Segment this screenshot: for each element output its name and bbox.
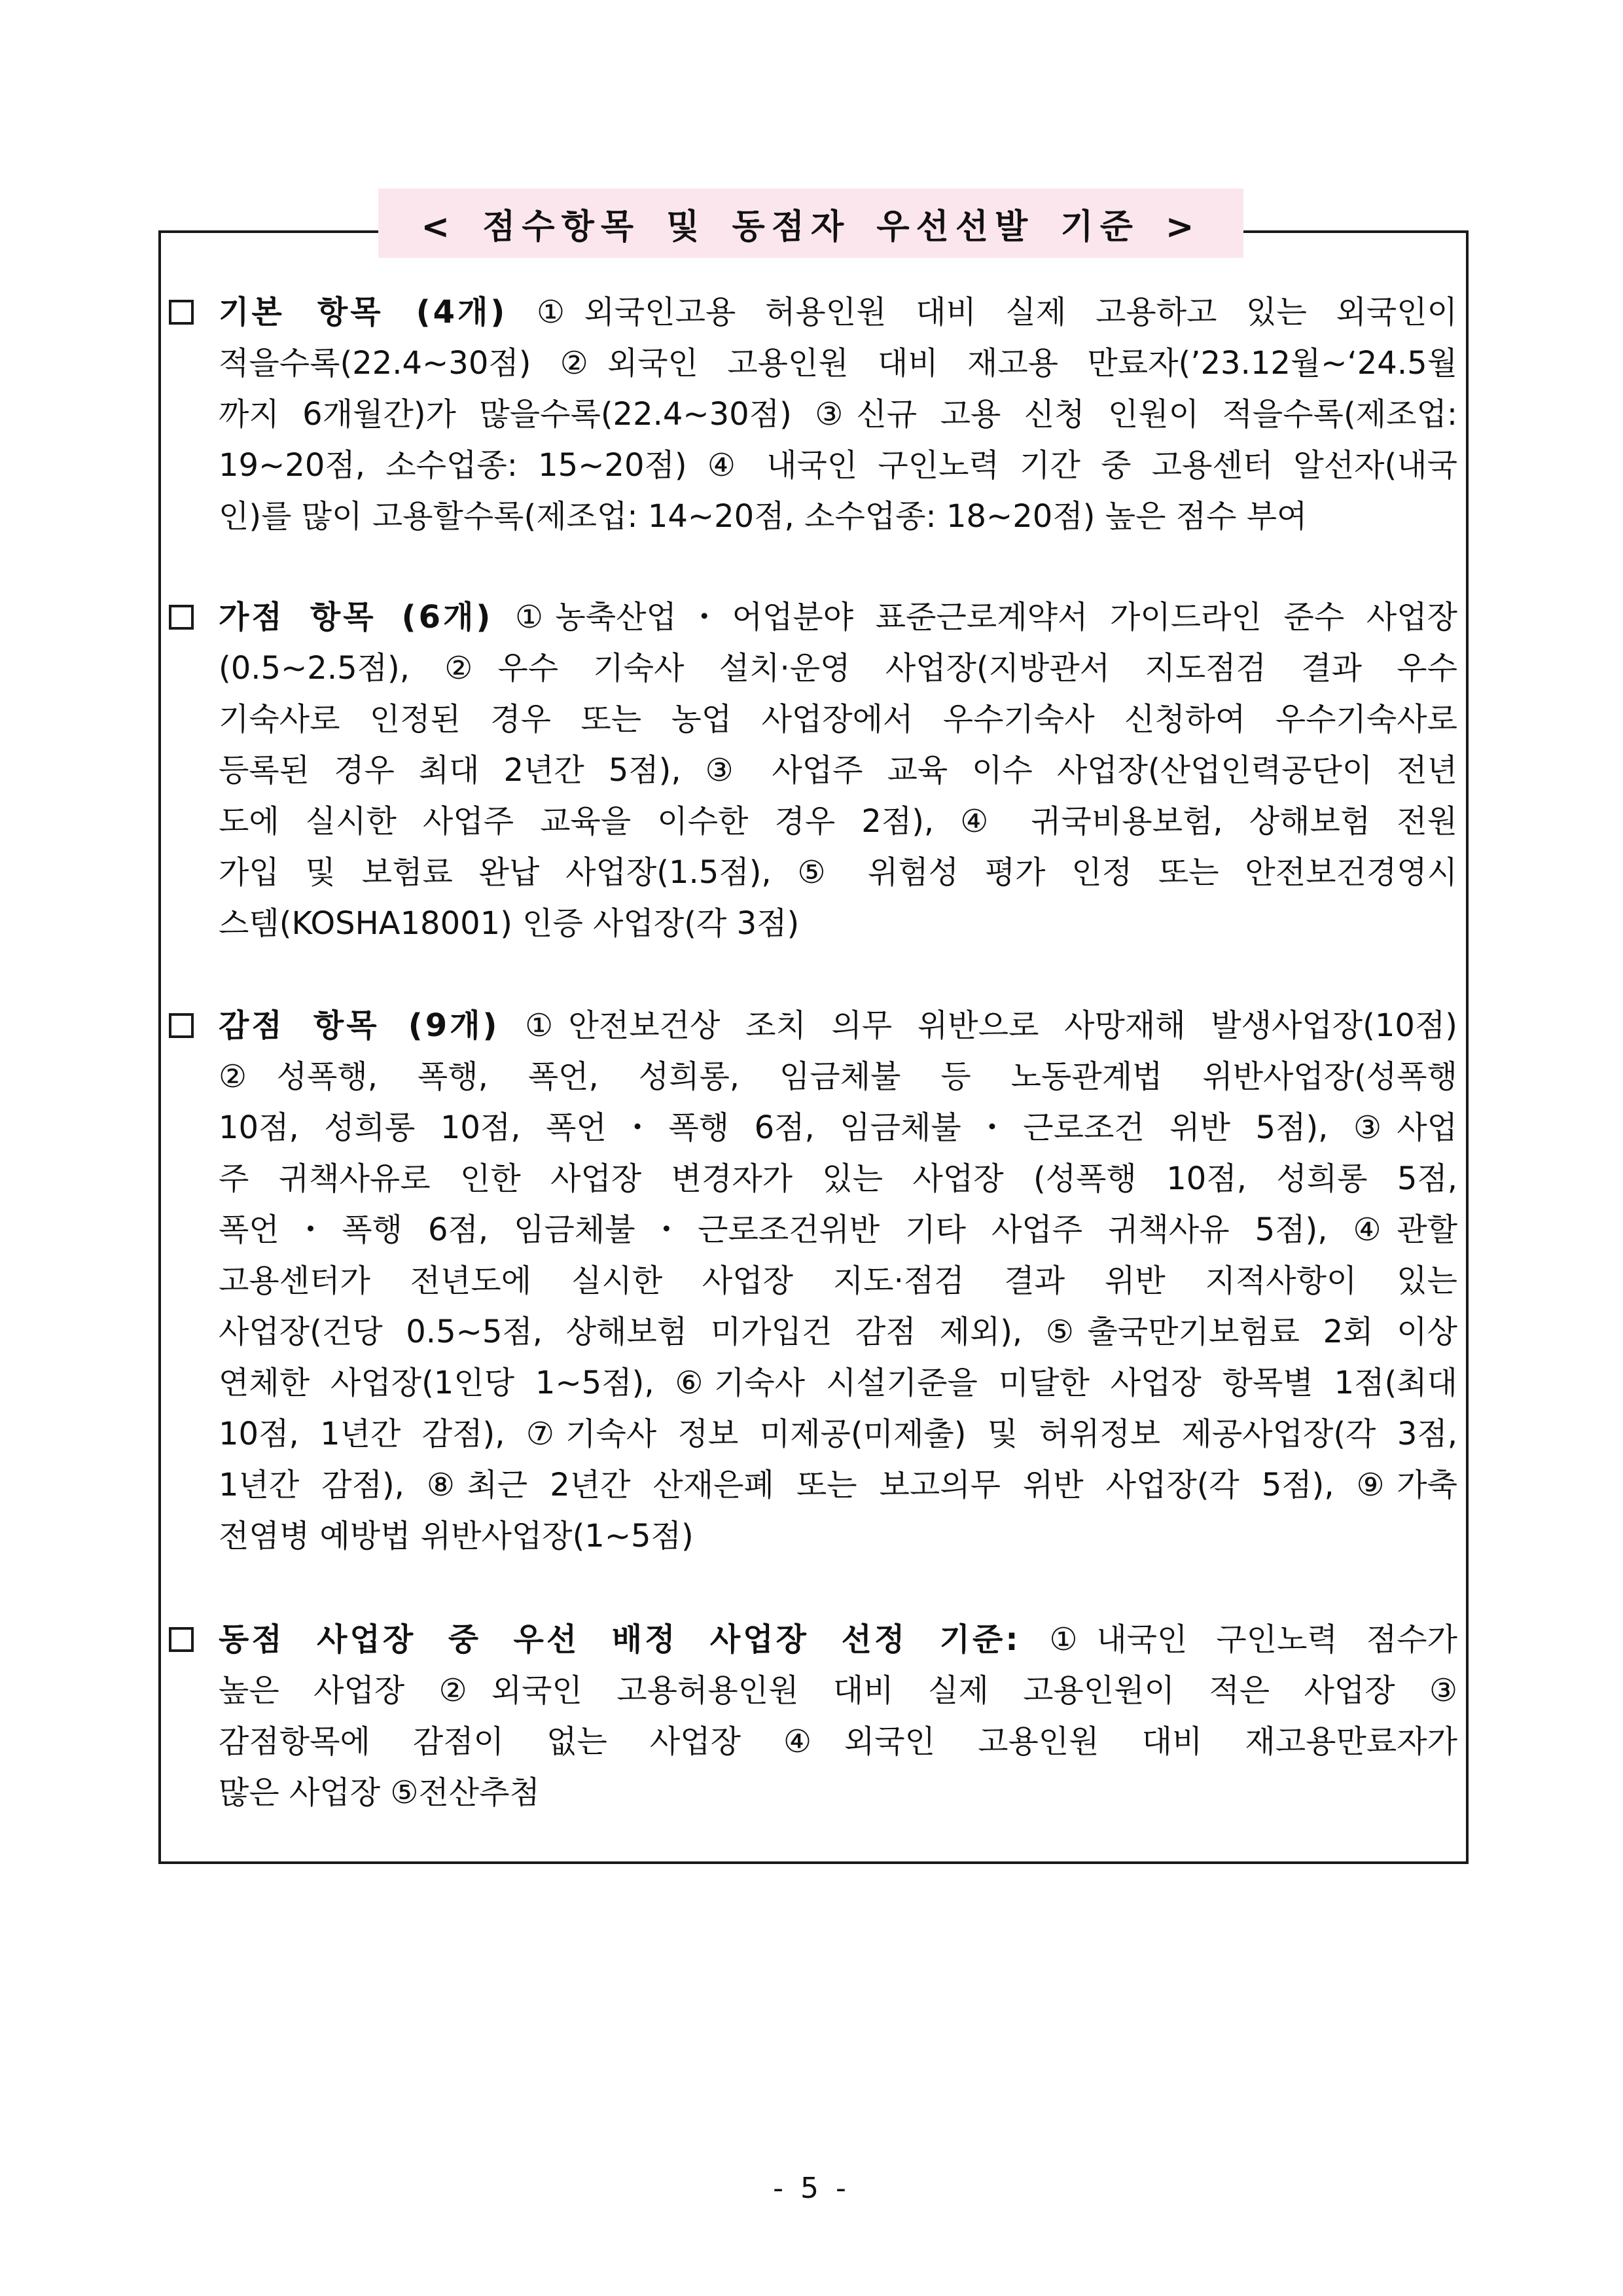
checkbox-icon [169, 300, 194, 325]
section-text: ①농축산업・어업분야 표준근로계약서 가이드라인 준수 사업장 [493, 599, 1457, 636]
title-banner [378, 188, 1243, 258]
section-line [164, 1000, 1463, 1051]
section-line: 높은 사업장 ②외국인 고용허용인원 대비 실제 고용인원이 적은 사업장 ③ [219, 1672, 1457, 1709]
section-line: 가입 및 보험료 완납 사업장(1.5점), ⑤ 위험성 평가 인정 또는 안전보건경영시 [219, 854, 1457, 891]
section-line: (0.5∼2.5점), ②우수 기숙사 설치·운영 사업장(지방관서 지도점검 결과 우수 [219, 650, 1457, 687]
document-title: < 점수항목 및 동점자 우선선발 기준 > [421, 207, 1201, 247]
page-number: - 5 - [773, 2172, 850, 2205]
section-line: 사업장(건당 0.5∼5점, 상해보험 미가입건 감점 제외), ⑤출국만기보험료 2회 이상 [219, 1314, 1457, 1350]
checkbox-icon [169, 1627, 194, 1652]
section-line: 폭언・폭행 6점, 임금체불・근로조건위반 기타 사업주 귀책사유 5점), ④관할 [219, 1211, 1457, 1248]
section-line [164, 1614, 1463, 1665]
checkbox-icon [169, 605, 194, 630]
section-basic-items [164, 287, 1463, 542]
section-text: ①외국인고용 허용인원 대비 실제 고용하고 있는 외국인이 [507, 294, 1457, 331]
section-line: 까지 6개월간)가 많을수록(22.4∼30점) ③신규 고용 신청 인원이 적을수록(제조업: [219, 396, 1457, 433]
checkbox-icon [169, 1013, 194, 1038]
section-line: 스템(KOSHA18001) 인증 사업장(각 3점) [219, 905, 800, 942]
section-bonus-items [164, 592, 1463, 949]
section-line: ②성폭행, 폭행, 폭언, 성희롱, 임금체불 등 노동관계법 위반사업장(성폭행 [219, 1058, 1457, 1095]
section-line: 도에 실시한 사업주 교육을 이수한 경우 2점), ④ 귀국비용보험, 상해보험 전원 [219, 803, 1457, 840]
section-line: 인)를 많이 고용할수록(제조업: 14∼20점, 소수업종: 18∼20점) 높은 점수 부여 [219, 498, 1308, 535]
section-line: 연체한 사업장(1인당 1∼5점), ⑥기숙사 시설기준을 미달한 사업장 항목별 1점(최대 [219, 1365, 1457, 1401]
section-line: 10점, 1년간 감점), ⑦기숙사 정보 미제공(미제출) 및 허위정보 제공사업장(각 3점, [219, 1416, 1457, 1452]
section-tie-break-criteria [164, 1614, 1463, 1818]
section-line: 1년간 감점), ⑧최근 2년간 산재은폐 또는 보고의무 위반 사업장(각 5점), ⑨가축 [219, 1467, 1457, 1503]
section-line: 주 귀책사유로 인한 사업장 변경자가 있는 사업장 (성폭행 10점, 성희롱 5점, [219, 1160, 1457, 1197]
section-line: 감점항목에 감점이 없는 사업장 ④외국인 고용인원 대비 재고용만료자가 [219, 1723, 1457, 1760]
section-label: 가점 항목 (6개) [219, 599, 493, 636]
section-line [164, 287, 1463, 338]
section-line: 등록된 경우 최대 2년간 5점), ③ 사업주 교육 이수 사업장(산업인력공단이 전년 [219, 752, 1457, 789]
section-line: 많은 사업장 ⑤전산추첨 [219, 1774, 540, 1811]
section-line: 전염병 예방법 위반사업장(1∼5점) [219, 1518, 694, 1554]
section-penalty-items [164, 1000, 1463, 1562]
section-line: 19∼20점, 소수업종: 15∼20점) ④ 내국인 구인노력 기간 중 고용센터 알선자(내국 [219, 447, 1457, 484]
section-label: 감점 항목 (9개) [219, 1007, 500, 1044]
section-text: ①내국인 구인노력 점수가 [1020, 1621, 1457, 1658]
section-line: 적을수록(22.4∼30점) ②외국인 고용인원 대비 재고용 만료자(’23.12월∼‘24.5월 [219, 345, 1457, 382]
section-line: 기숙사로 인정된 경우 또는 농업 사업장에서 우수기숙사 신청하여 우수기숙사로 [219, 701, 1457, 738]
section-line: 10점, 성희롱 10점, 폭언・폭행 6점, 임금체불・근로조건 위반 5점), ③사업 [219, 1109, 1457, 1146]
section-line: 고용센터가 전년도에 실시한 사업장 지도·점검 결과 위반 지적사항이 있는 [219, 1263, 1457, 1299]
section-text: ①안전보건상 조치 의무 위반으로 사망재해 발생사업장(10점) [499, 1007, 1457, 1044]
section-label: 기본 항목 (4개) [219, 294, 508, 331]
section-line [164, 592, 1463, 643]
section-label: 동점 사업장 중 우선 배정 사업장 선정 기준: [219, 1621, 1021, 1658]
